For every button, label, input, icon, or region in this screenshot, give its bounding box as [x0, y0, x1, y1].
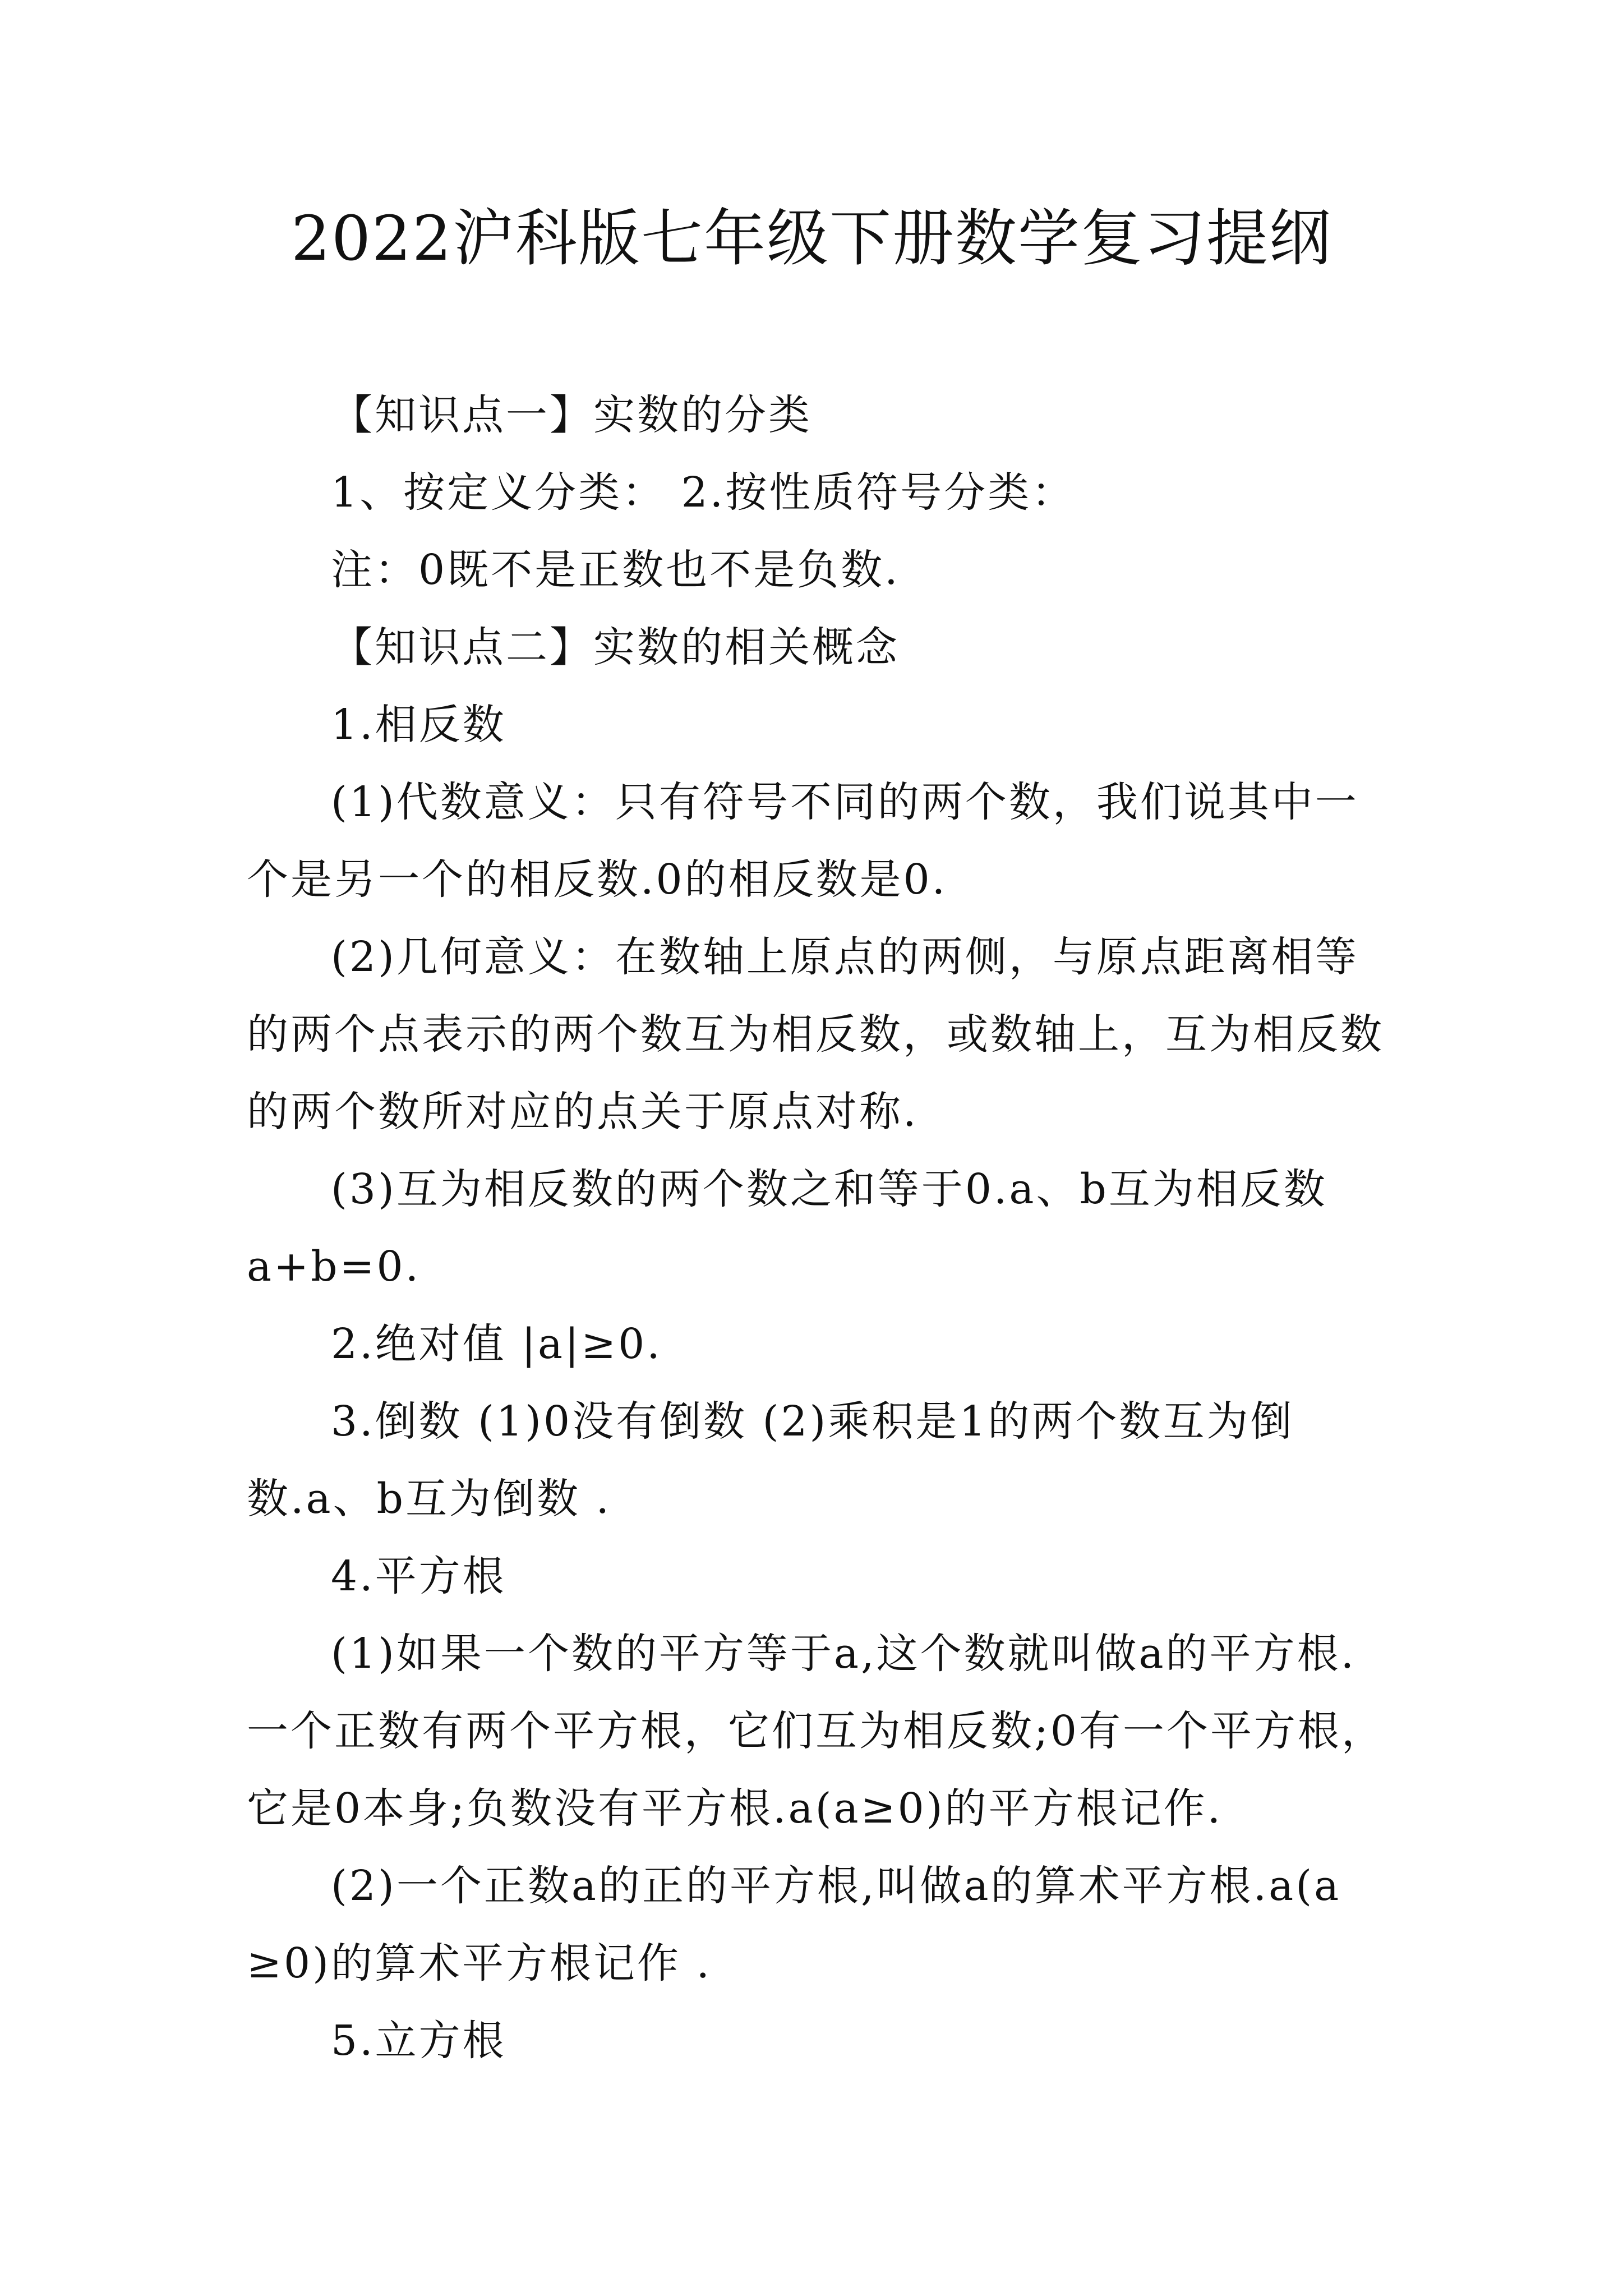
text-line: (1)如果一个数的平方等于a,这个数就叫做a的平方根.: [331, 1630, 1357, 1678]
text-line: 1、按定义分类： 2.按性质符号分类：: [331, 468, 1076, 517]
text-line: (1)代数意义：只有符号不同的两个数，我们说其中一: [331, 778, 1359, 826]
text-line: (2)一个正数a的正的平方根,叫做a的算术平方根.a(a: [331, 1862, 1341, 1910]
text-line: ≥0)的算术平方根记作 .: [247, 1939, 712, 1987]
text-line: 的两个点表示的两个数互为相反数，或数轴上，互为相反数: [247, 1010, 1384, 1059]
text-line: 2.绝对值 |a|≥0.: [331, 1320, 662, 1368]
text-line: 5.立方根: [331, 2017, 506, 2065]
page-title: 2022沪科版七年级下册数学复习提纲: [291, 203, 1332, 274]
text-line: 数.a、b互为倒数 .: [247, 1475, 612, 1523]
section-heading-2: 【知识点二】实数的相关概念: [331, 623, 900, 671]
section-heading-1: 【知识点一】实数的分类: [331, 391, 812, 439]
text-line: a+b=0.: [247, 1243, 421, 1291]
text-line: (2)几何意义：在数轴上原点的两侧，与原点距离相等: [331, 933, 1359, 981]
text-line: 4.平方根: [331, 1552, 506, 1600]
text-line: 的两个数所对应的点关于原点对称.: [247, 1088, 919, 1136]
text-line: 它是0本身;负数没有平方根.a(a≥0)的平方根记作.: [247, 1784, 1223, 1833]
text-line: 一个正数有两个平方根，它们互为相反数;0有一个平方根，: [247, 1707, 1386, 1755]
text-line: 注：0既不是正数也不是负数.: [331, 546, 900, 594]
text-line: 1.相反数: [331, 701, 506, 749]
text-line: 3.倒数 (1)0没有倒数 (2)乘积是1的两个数互为倒: [331, 1397, 1294, 1446]
text-line: (3)互为相反数的两个数之和等于0.a、b互为相反数: [331, 1165, 1327, 1213]
text-line: 个是另一个的相反数.0的相反数是0.: [247, 855, 948, 904]
